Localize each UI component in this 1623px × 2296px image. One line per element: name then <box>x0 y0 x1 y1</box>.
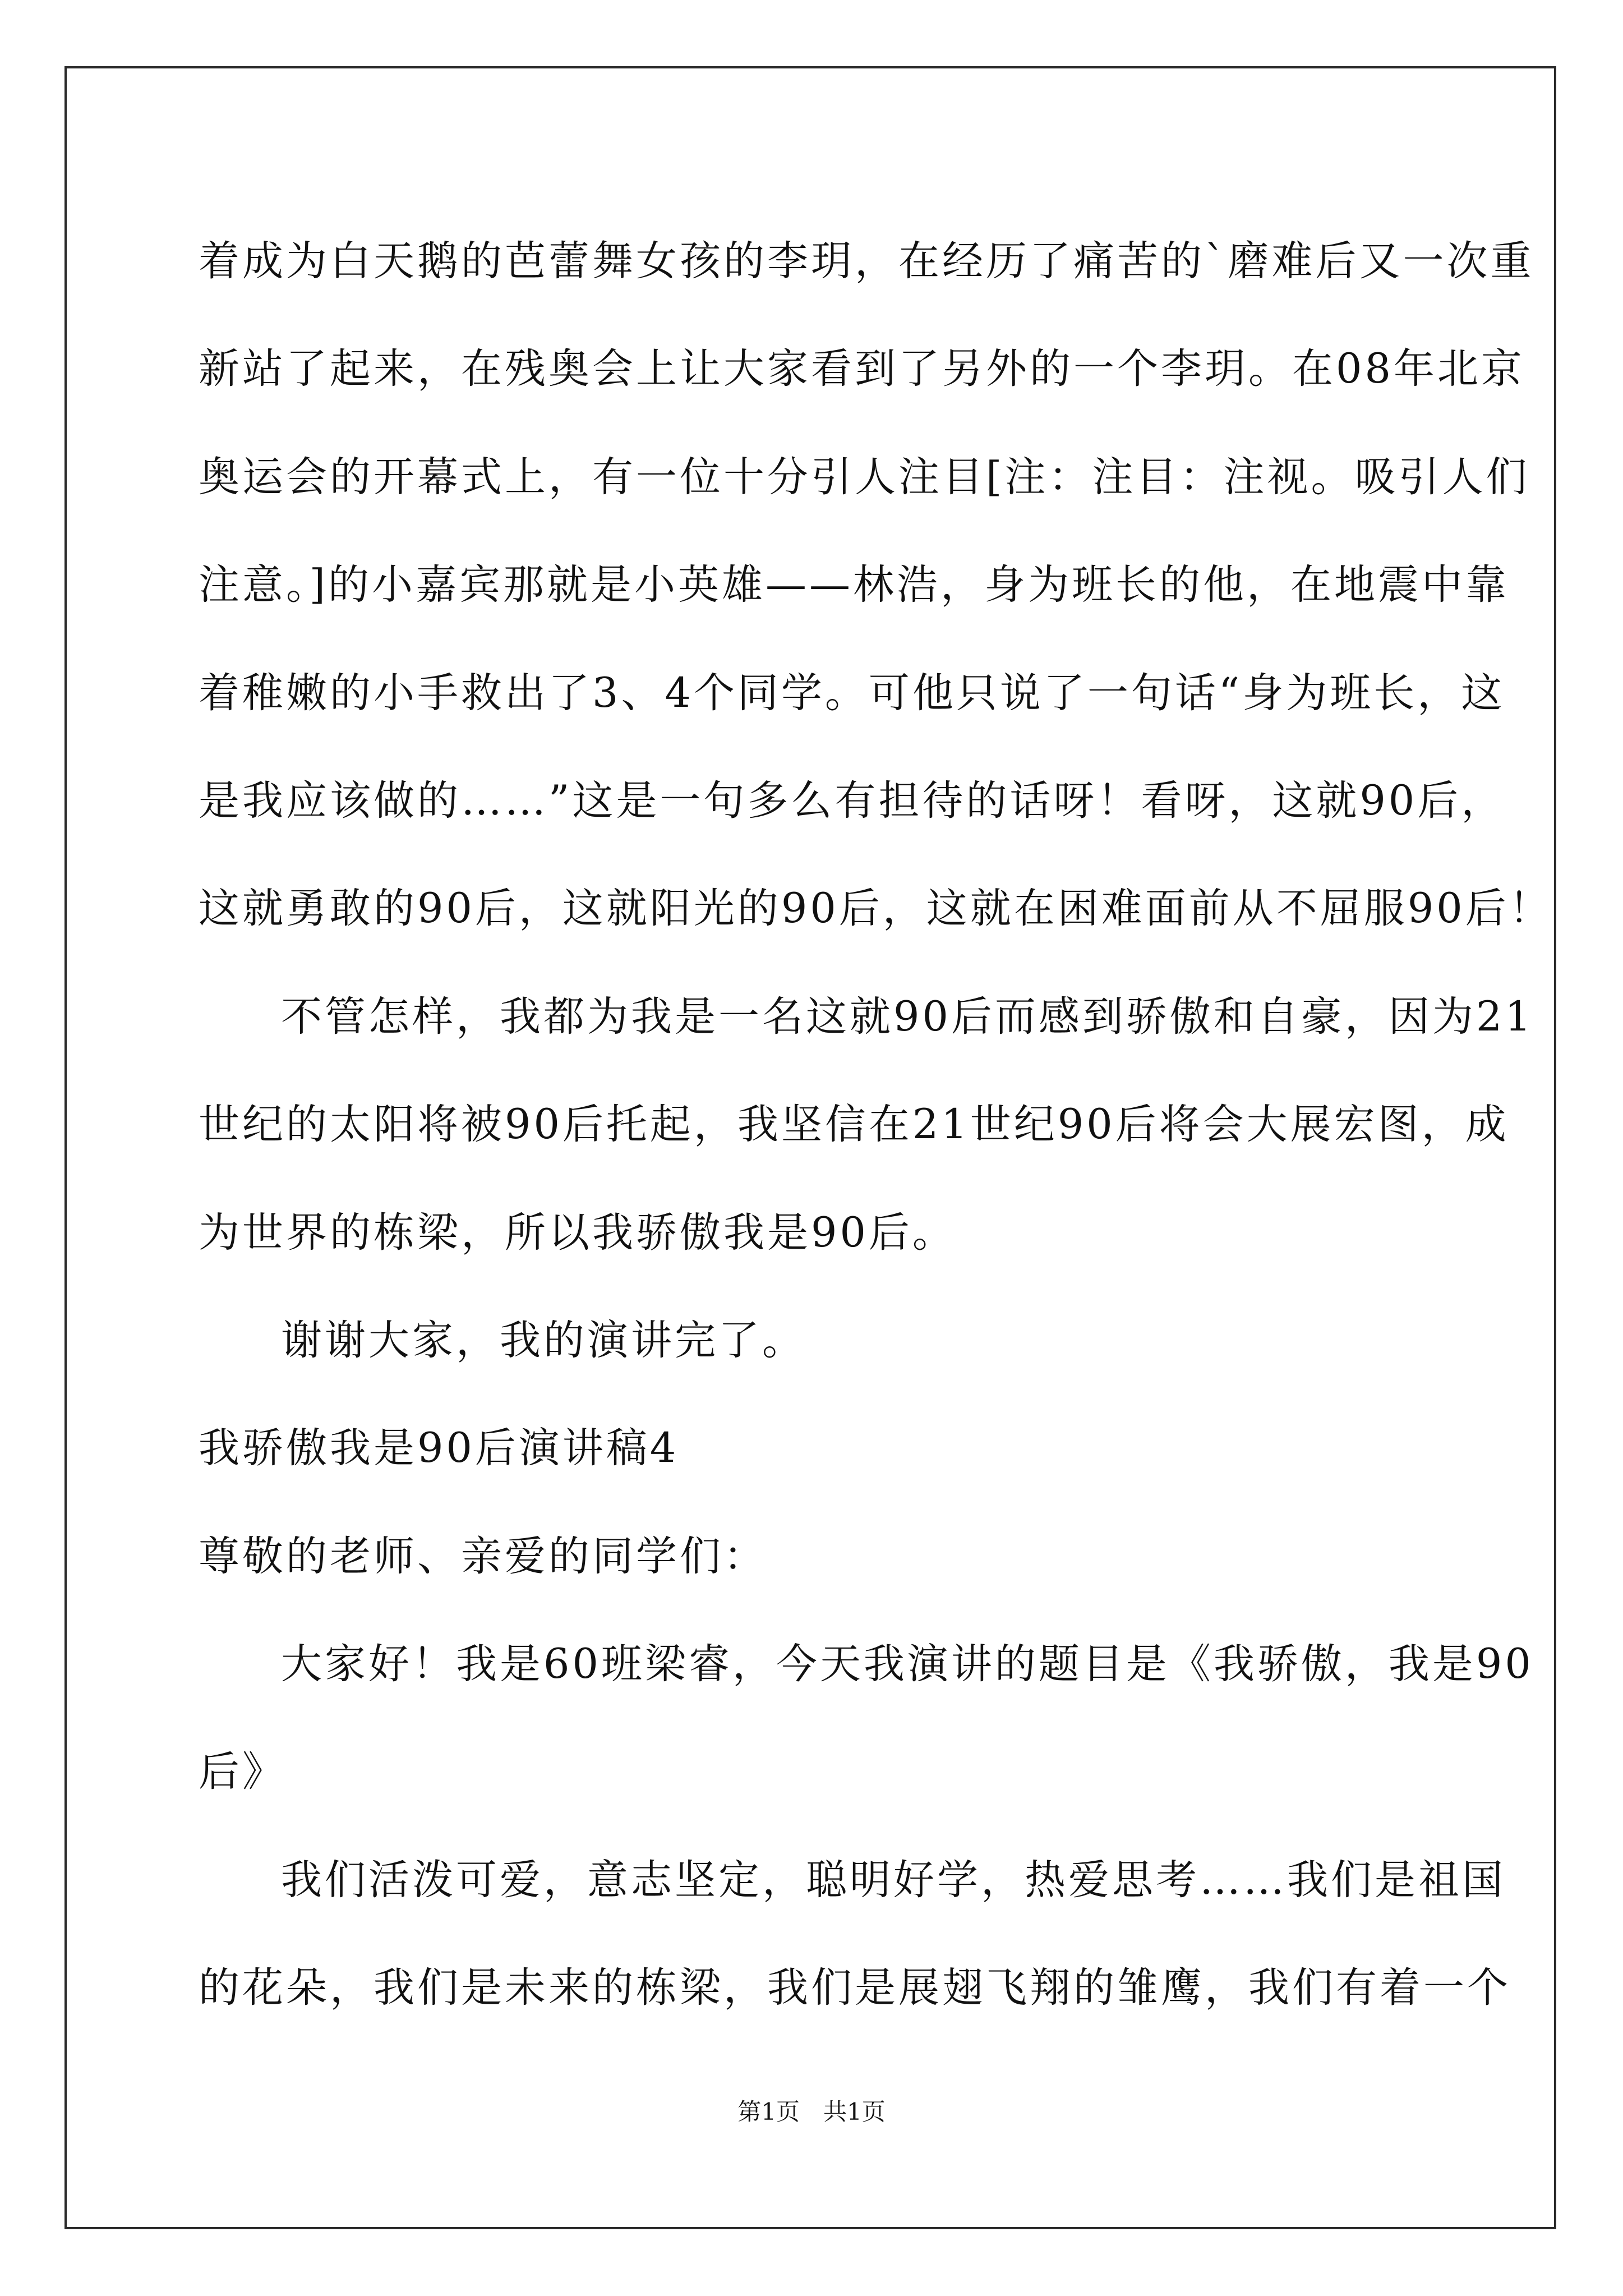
text-line: 注意。]的小嘉宾那就是小英雄——林浩，身为班长的他，在地震中靠 <box>199 561 1509 609</box>
paragraph-first-line: 我们活泼可爱，意志坚定，聪明好学，热爱思考……我们是祖国 <box>281 1856 1506 1904</box>
text-line: 奥运会的开幕式上，有一位十分引人注目[注：注目：注视。吸引人们 <box>199 453 1530 501</box>
text-line: 着成为白天鹅的芭蕾舞女孩的李玥，在经历了痛苦的`磨难后又一次重 <box>199 237 1534 285</box>
paragraph-first-line: 不管怎样，我都为我是一名这就90后而感到骄傲和自豪，因为21 <box>281 992 1534 1041</box>
text-line: 这就勇敢的90后，这就阳光的90后，这就在困难面前从不屈服90后！ <box>199 885 1553 933</box>
text-line: 的花朵，我们是未来的栋梁，我们是展翅飞翔的雏鹰，我们有着一个 <box>199 1964 1511 2012</box>
text-line: 着稚嫩的小手救出了3、4个同学。可他只说了一句话“身为班长，这 <box>199 669 1505 717</box>
document-body <box>199 208 1553 2042</box>
salutation: 尊敬的老师、亲爱的同学们： <box>199 1532 767 1580</box>
page-footer: 第1页 共1页 <box>737 2098 886 2125</box>
closing-remark: 谢谢大家，我的演讲完了。 <box>281 1316 806 1364</box>
text-line: 为世界的栋梁，所以我骄傲我是90后。 <box>199 1208 956 1257</box>
text-line: 后》 <box>199 1748 286 1796</box>
text-line: 新站了起来，在残奥会上让大家看到了另外的一个李玥。在08年北京 <box>199 345 1525 393</box>
paragraph-first-line: 大家好！我是60班梁睿，今天我演讲的题目是《我骄傲，我是90 <box>281 1640 1534 1688</box>
text-line: 是我应该做的……”这是一句多么有担待的话呀！看呀，这就90后， <box>199 776 1505 825</box>
section-heading: 我骄傲我是90后演讲稿4 <box>199 1424 679 1473</box>
text-line: 世纪的太阳将被90后托起，我坚信在21世纪90后将会大展宏图，成 <box>199 1101 1509 1149</box>
